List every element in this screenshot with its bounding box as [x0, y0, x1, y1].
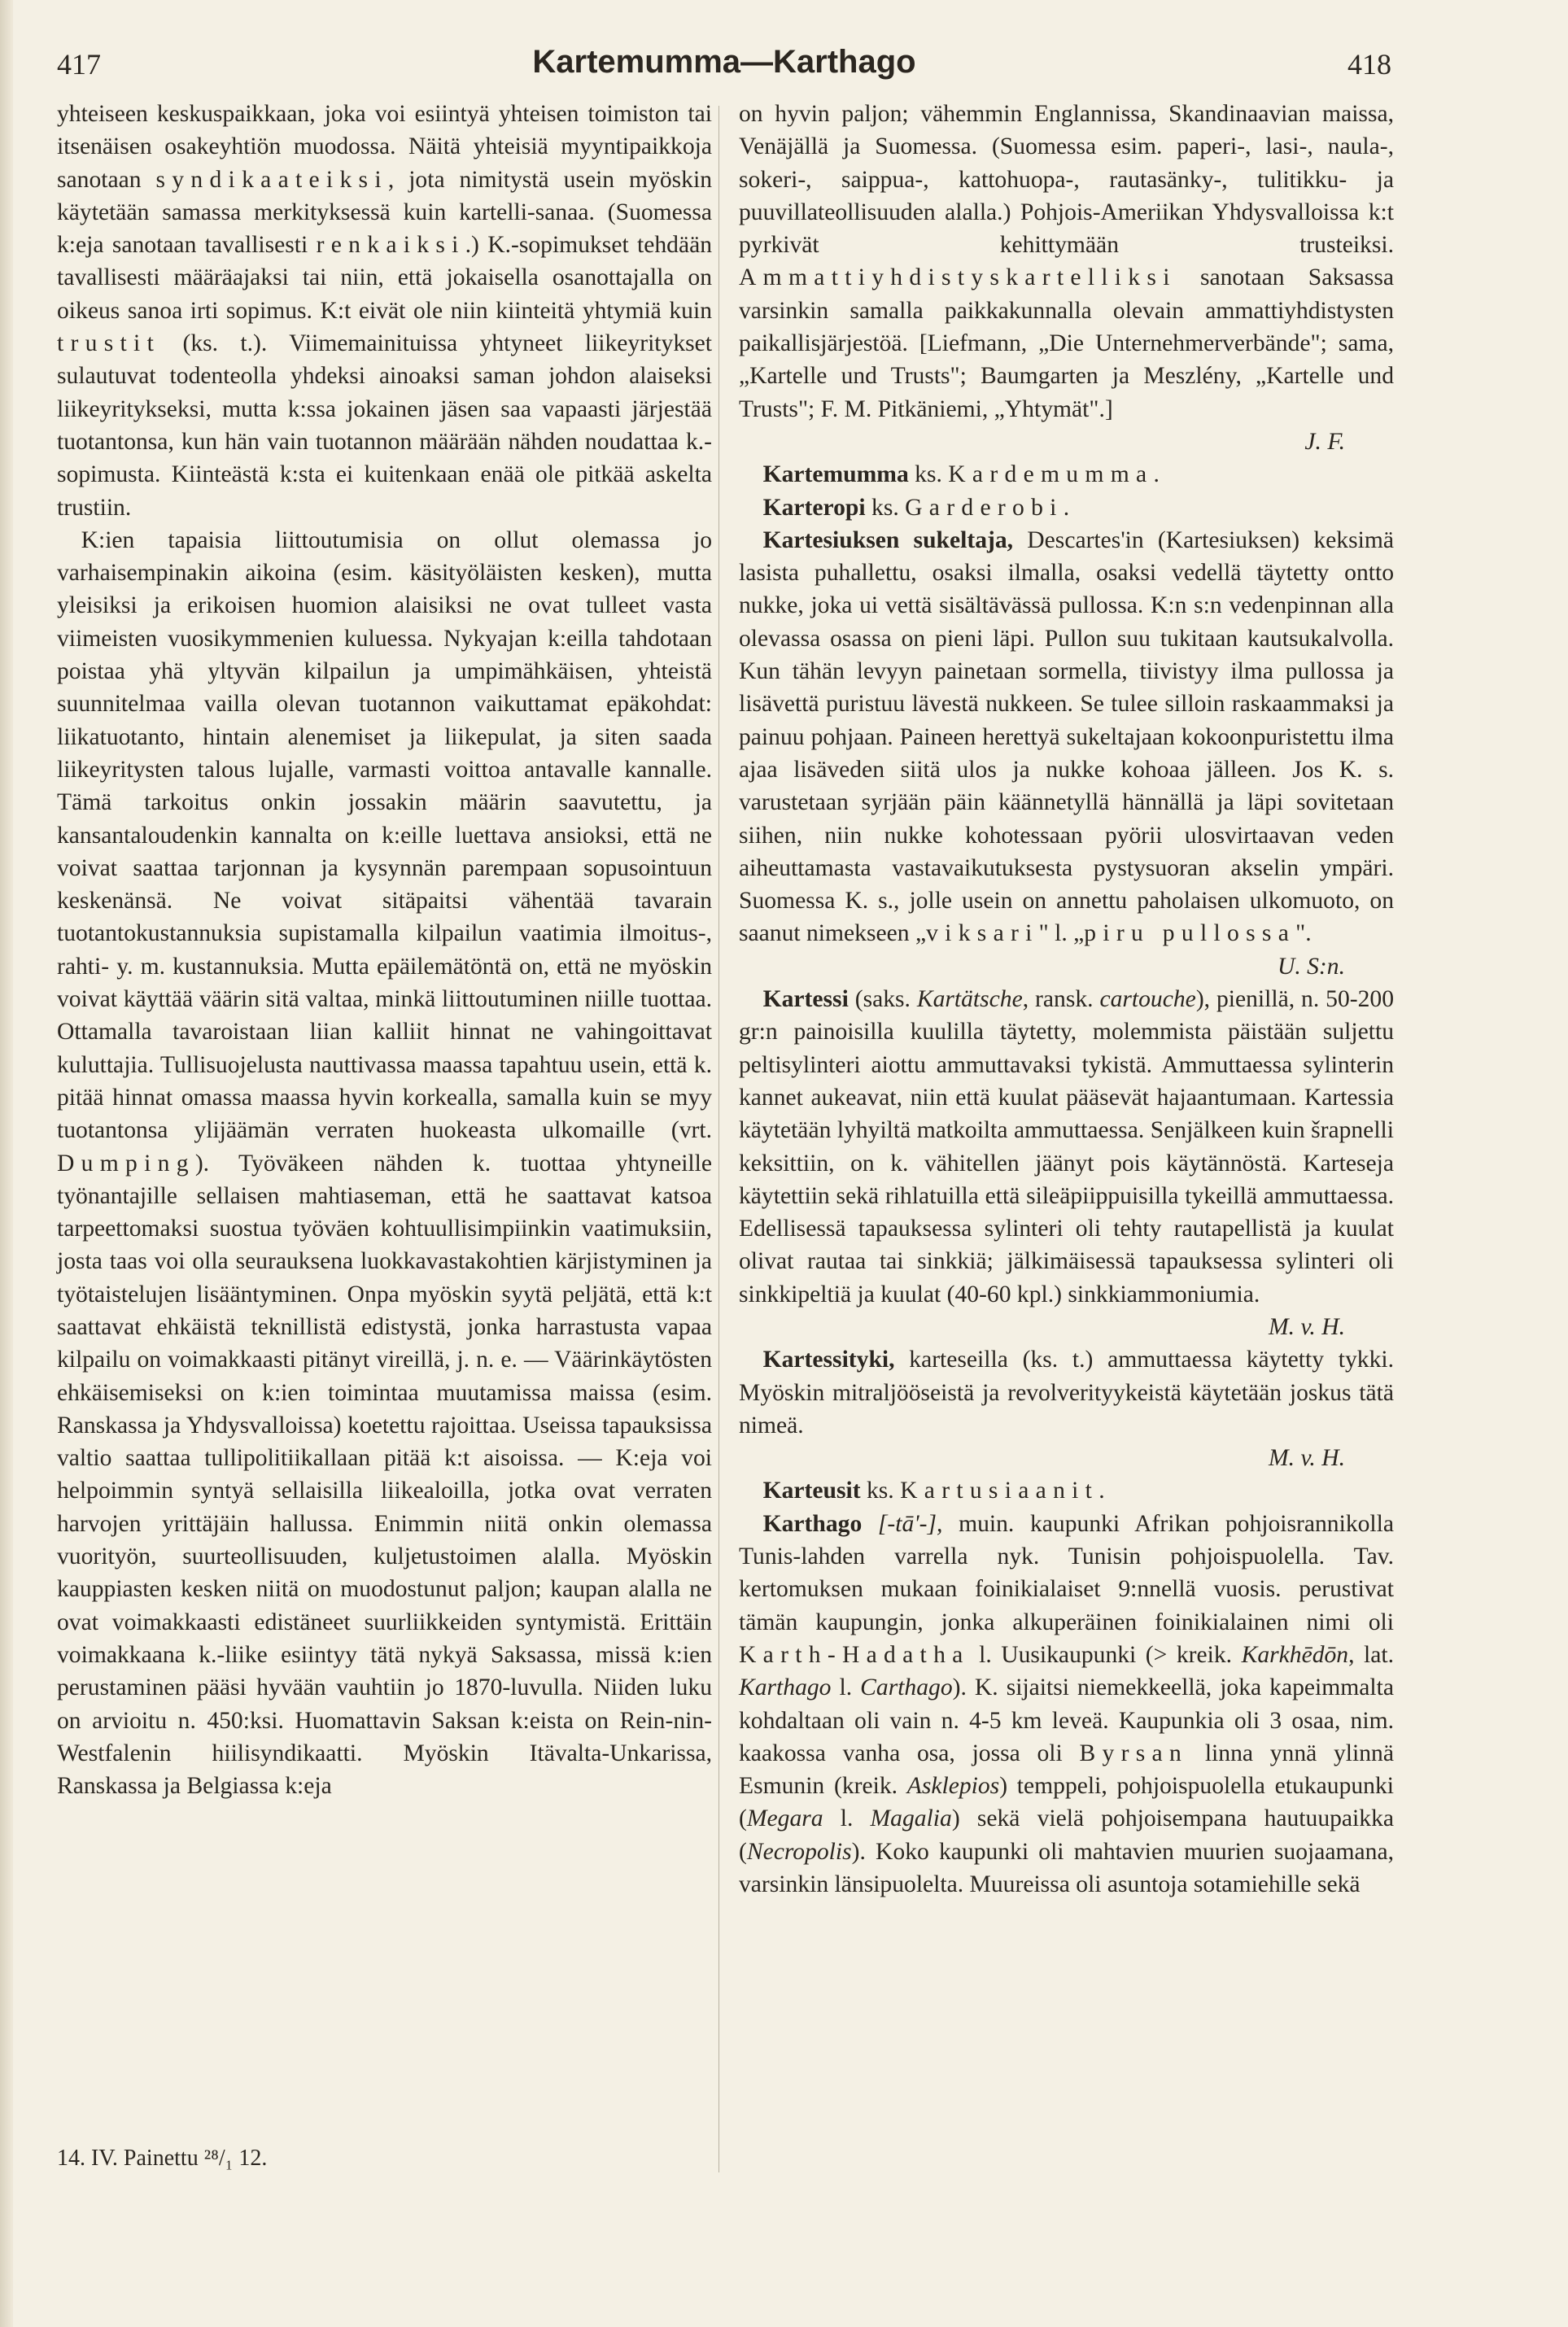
entry-kartessityki: Kartessityki, karteseilla (ks. t.) ammuttaessa käytetty tykki. Myöskin mitraljööseistä ja revolverityykeistä käytetään joskus tätä nimeä. [739, 1347, 1394, 1439]
signature-mvh-2: M. v. H. [1269, 1445, 1345, 1472]
page-binding-edge [0, 0, 13, 2327]
entry-kartemumma: Kartemumma ks. Kardemumma. [762, 461, 1160, 488]
left-column [57, 98, 712, 1802]
page-header [57, 44, 1391, 96]
signature-jf: J. F. [1304, 428, 1345, 455]
entry-karteusit: Karteusit ks. Kartusiaanit. [762, 1478, 1105, 1504]
entry-kartesiuksen-sukeltaja: Kartesiuksen sukeltaja, Descartes'in (Kartesiuksen) keksimä lasista puhallettu, osaksi ilmalla, osaksi vedellä täytetty ontto nukke, joka ui vettä sisältävässä pullossa. K:n s:n vedenpinnan alla olevassa osassa on pieni läpi. Pullon suu tukitaan kautsukalvolla. Kun tähän levyyn painetaan sormella, tiivistyy ilma pullossa ja lisävettä puristuu lävestä nukkeen. Se tulee silloin raskaammaksi ja painuu pohjaan. Paineen herettyä sukeltajaan kokoonpuristettu ilma ajaa lisäveden siitä ulos ja nukke kohoaa jälleen. Jos K. s. varustetaan syrjään päin käännetyllä hännällä ja läpi sovitetaan siihen, niin nukke kohotessaan pyörii ulosvirtaavan veden aiheuttamasta vastavaikutuksesta pystysuoran akselin ympäri. Suomessa K. s., jolle usein on annettu paholaisen ulkomuoto, on saanut nimekseen „viksari" l. „piru pullossa". [739, 526, 1394, 947]
signature-usn: U. S:n. [1277, 953, 1345, 980]
signature-mvh-1: M. v. H. [1269, 1313, 1345, 1340]
column-divider [718, 106, 719, 2172]
paragraph-cartel-continued: on hyvin paljon; vähemmin Englannissa, Skandinaavian maissa, Venäjällä ja Suomessa. (Suomessa esim. paperi-, lasi-, naula-, sokeri-, saippua-, kattohuopa-, rautasänky-, tulitikku- ja puuvillateollisuuden alalla.) Pohjois-Ameriikan Yhdysvalloissa k:t pyrkivät kehittymään trusteiksi. Ammattiyhdistyskartelliksi sanotaan Saksassa varsinkin samalla paikkakunnalla olevain ammattiyhdistysten paikallisjärjestöä. [Liefmann, „Die Unternehmerverbände"; sama, „Kartelle und Trusts"; Baumgarten ja Meszlény, „Kartelle und Trusts"; F. M. Pitkäniemi, „Yhtymät".] [739, 101, 1394, 422]
entry-karteropi: Karteropi ks. Garderobi. [762, 494, 1070, 521]
paragraph-cartel-definition: yhteiseen keskuspaikkaan, joka voi esiintyä yhteisen toimiston tai itsenäisen osakeyhtiön muodossa. Näitä yhteisiä myyntipaikkoja sanotaan syndikaateiksi, jota nimitystä usein myöskin käytetään samassa merkityksessä kuin kartelli-sanaa. (Suomessa k:eja sanotaan tavallisesti renkaiksi.) K.-sopimukset tehdään tavallisesti määräajaksi tai niin, että jokaisella osanottajalla on oikeus sanoa irti sopimus. K:t eivät ole niin kiinteitä yhtymiä kuin trustit (ks. t.). Viimemainituissa yhtyneet liikeyritykset sulautuvat todenteolla yhdeksi ainoaksi saman johdon alaiseksi liikeyritykseksi, mutta k:ssa jokainen jäsen saa vapaasti järjestää tuotantonsa, kun hän vain tuotannon määrään nähden noudattaa k.-sopimusta. Kiinteästä k:sta ei kuitenkaan enää ole pitkää askelta trustiin. [57, 101, 713, 521]
print-footer: 14. IV. Painettu ²⁸/₁ 12. [57, 2146, 268, 2171]
running-title: Kartemumma—Karthago [532, 44, 916, 80]
paragraph-cartel-history: K:ien tapaisia liittoutumisia on ollut olemassa jo varhaisempinakin aikoina (esim. käsityöläisten kesken), mutta yleisiksi ja erikoisen huomion alaisiksi ne ovat tulleet vasta viimeisten vuosikymmenien kuluessa. Nykyajan k:eilla tahdotaan poistaa yhä yltyvän kilpailun ja umpimähkäisen, yhteistä suunnitelmaa vailla olevan tuotannon vaikuttamat epäkohdat: liikatuotanto, hintain alenemiset ja liikepulat, ja siten saada liikeyritysten talous lujalle, varmasti voittoa antavalle kannalle. Tämä tarkoitus onkin jossakin määrin saavutettu, ja kansantaloudenkin kannalta on k:eille luettava ansioksi, että ne voivat saattaa tarjonnan ja kysynnän parempaan sopusointuun keskenänsä. Ne voivat sitäpaitsi vähentää tavarain tuotantokustannuksia supistamalla kilpailun vaatimia ilmoitus-, rahti- y. m. kustannuksia. Mutta epäilemätöntä on, että ne myöskin voivat käyttää väärin sitä valtaa, minkä liittoutuminen niille tuottaa. Ottamalla tavaroistaan liian kalliit hinnat ne vahingoittavat kuluttajia. Tullisuojelusta nauttivassa maassa tapahtuu usein, että k. pitää hinnat omassa maassa hyvin korkealla, samalla kuin se myy tuotantonsa ylijäämän verraten huokeasta ulkomaille (vrt. Dumping). Työväkeen nähden k. tuottaa yhtyneille työnantajille sellaisen mahtiaseman, että he saattavat katsoa tarpeettomaksi suostua työväen kohtuullisimpiinkin vaatimuksiin, josta taas voi olla seurauksena luokkavastakohtien kärjistyminen ja työtaistelujen lisääntyminen. Onpa myöskin syytä peljätä, että k:t saattavat ehkäistä teknillistä edistystä, jonka harrastusta vapaa kilpailu on voimakkaasti pitänyt vireillä, j. n. e. — Väärinkäytösten ehkäisemiseksi on k:ien toimintaa muutamissa maissa (esim. Ranskassa ja Yhdysvalloissa) koetettu rajoittaa. Useissa tapauksissa valtio saattaa tullipolitiikallaan pitää k:t aisoissa. — K:eja voi helpoimmin syntyä sellaisilla liikealoilla, jotka ovat verraten harvojen yrittäjäin hallussa. Enimmin niitä onkin olemassa vuorityön, suurteollisuuden, kuljetustoimen alalla. Myöskin kauppiasten kesken niitä on muodostunut paljon; kaupan alalla ne ovat voimakkaasti edistäneet suurliikkeiden syntymistä. Erittäin voimakkaana k.-liike esiintyy tätä nykyä Saksassa, missä k:ien perustaminen pääsi hyvään vauhtiin jo 1870-luvulla. Niiden luku on arvioitu n. 450:ksi. Huomattavin Saksan k:eista on Rein-nin-Westfalenin hiilisyndikaatti. Myöskin Itävalta-Unkarissa, Ranskassa ja Belgiassa k:eja [57, 526, 712, 1800]
entry-karthago: Karthago [-tā'-], muin. kaupunki Afrikan pohjoisrannikolla Tunis-lahden varrella nyk. Tunisin pohjoispuolella. Tav. kertomuksen mukaan foinikialaiset 9:nnellä vuosis. perustivat tämän kaupungin, jonka alkuperäinen foinikialainen nimi oli Karth-Hadatha l. Uusikaupunki (> kreik. Karkhēdōn, lat. Karthago l. Carthago). K. sijaitsi niemekkeellä, joka kapeimmalta kohdaltaan oli vain n. 4-5 km leveä. Kaupunkia oli 3 osaa, nim. kaakossa vanha osa, jossa oli Byrsan linna ynnä ylinnä Esmunin (kreik. Asklepios) temppeli, pohjoispuolella etukaupunki (Megara l. Magalia) sekä vielä pohjoisempana hautuupaikka (Necropolis). Koko kaupunki oli mahtavien muurien suojaamana, varsinkin länsipuolelta. Muureissa oli asuntoja sotamiehille sekä [739, 1510, 1395, 1898]
page-number-right: 418 [1347, 48, 1391, 81]
entry-kartessi: Kartessi (saks. Kartätsche, ransk. cartouche), pienillä, n. 50-200 gr:n painoisilla kuulilla täytetty, molemmista päistään suljettu peltisylinteri aiottu ammuttavaksi tykistä. Ammuttaessa sylinterin kannet aukeavat, niin että kuulat pääsevät hajaantumaan. Kartessia käytetään lyhyiltä matkoilta ammuttaessa. Senjälkeen kuin šrapnelli keksittiin, on k. vähitellen jäänyt pois käytännöstä. Karteseja käytettiin sekä rihlatuilla että sileäpiippuisilla tykeillä ammuttaessa. Edellisessä tapauksessa sylinteri oli tehty rautapellistä ja kuulat olivat rautaa tai sinkkiä; jälkimäisessä tapauksessa sylinteri oli sinkkipeltiä ja kuulat (40-60 kpl.) sinkkiammoniumia. [739, 986, 1394, 1308]
right-column [739, 98, 1394, 1901]
page-number-left: 417 [57, 48, 101, 81]
